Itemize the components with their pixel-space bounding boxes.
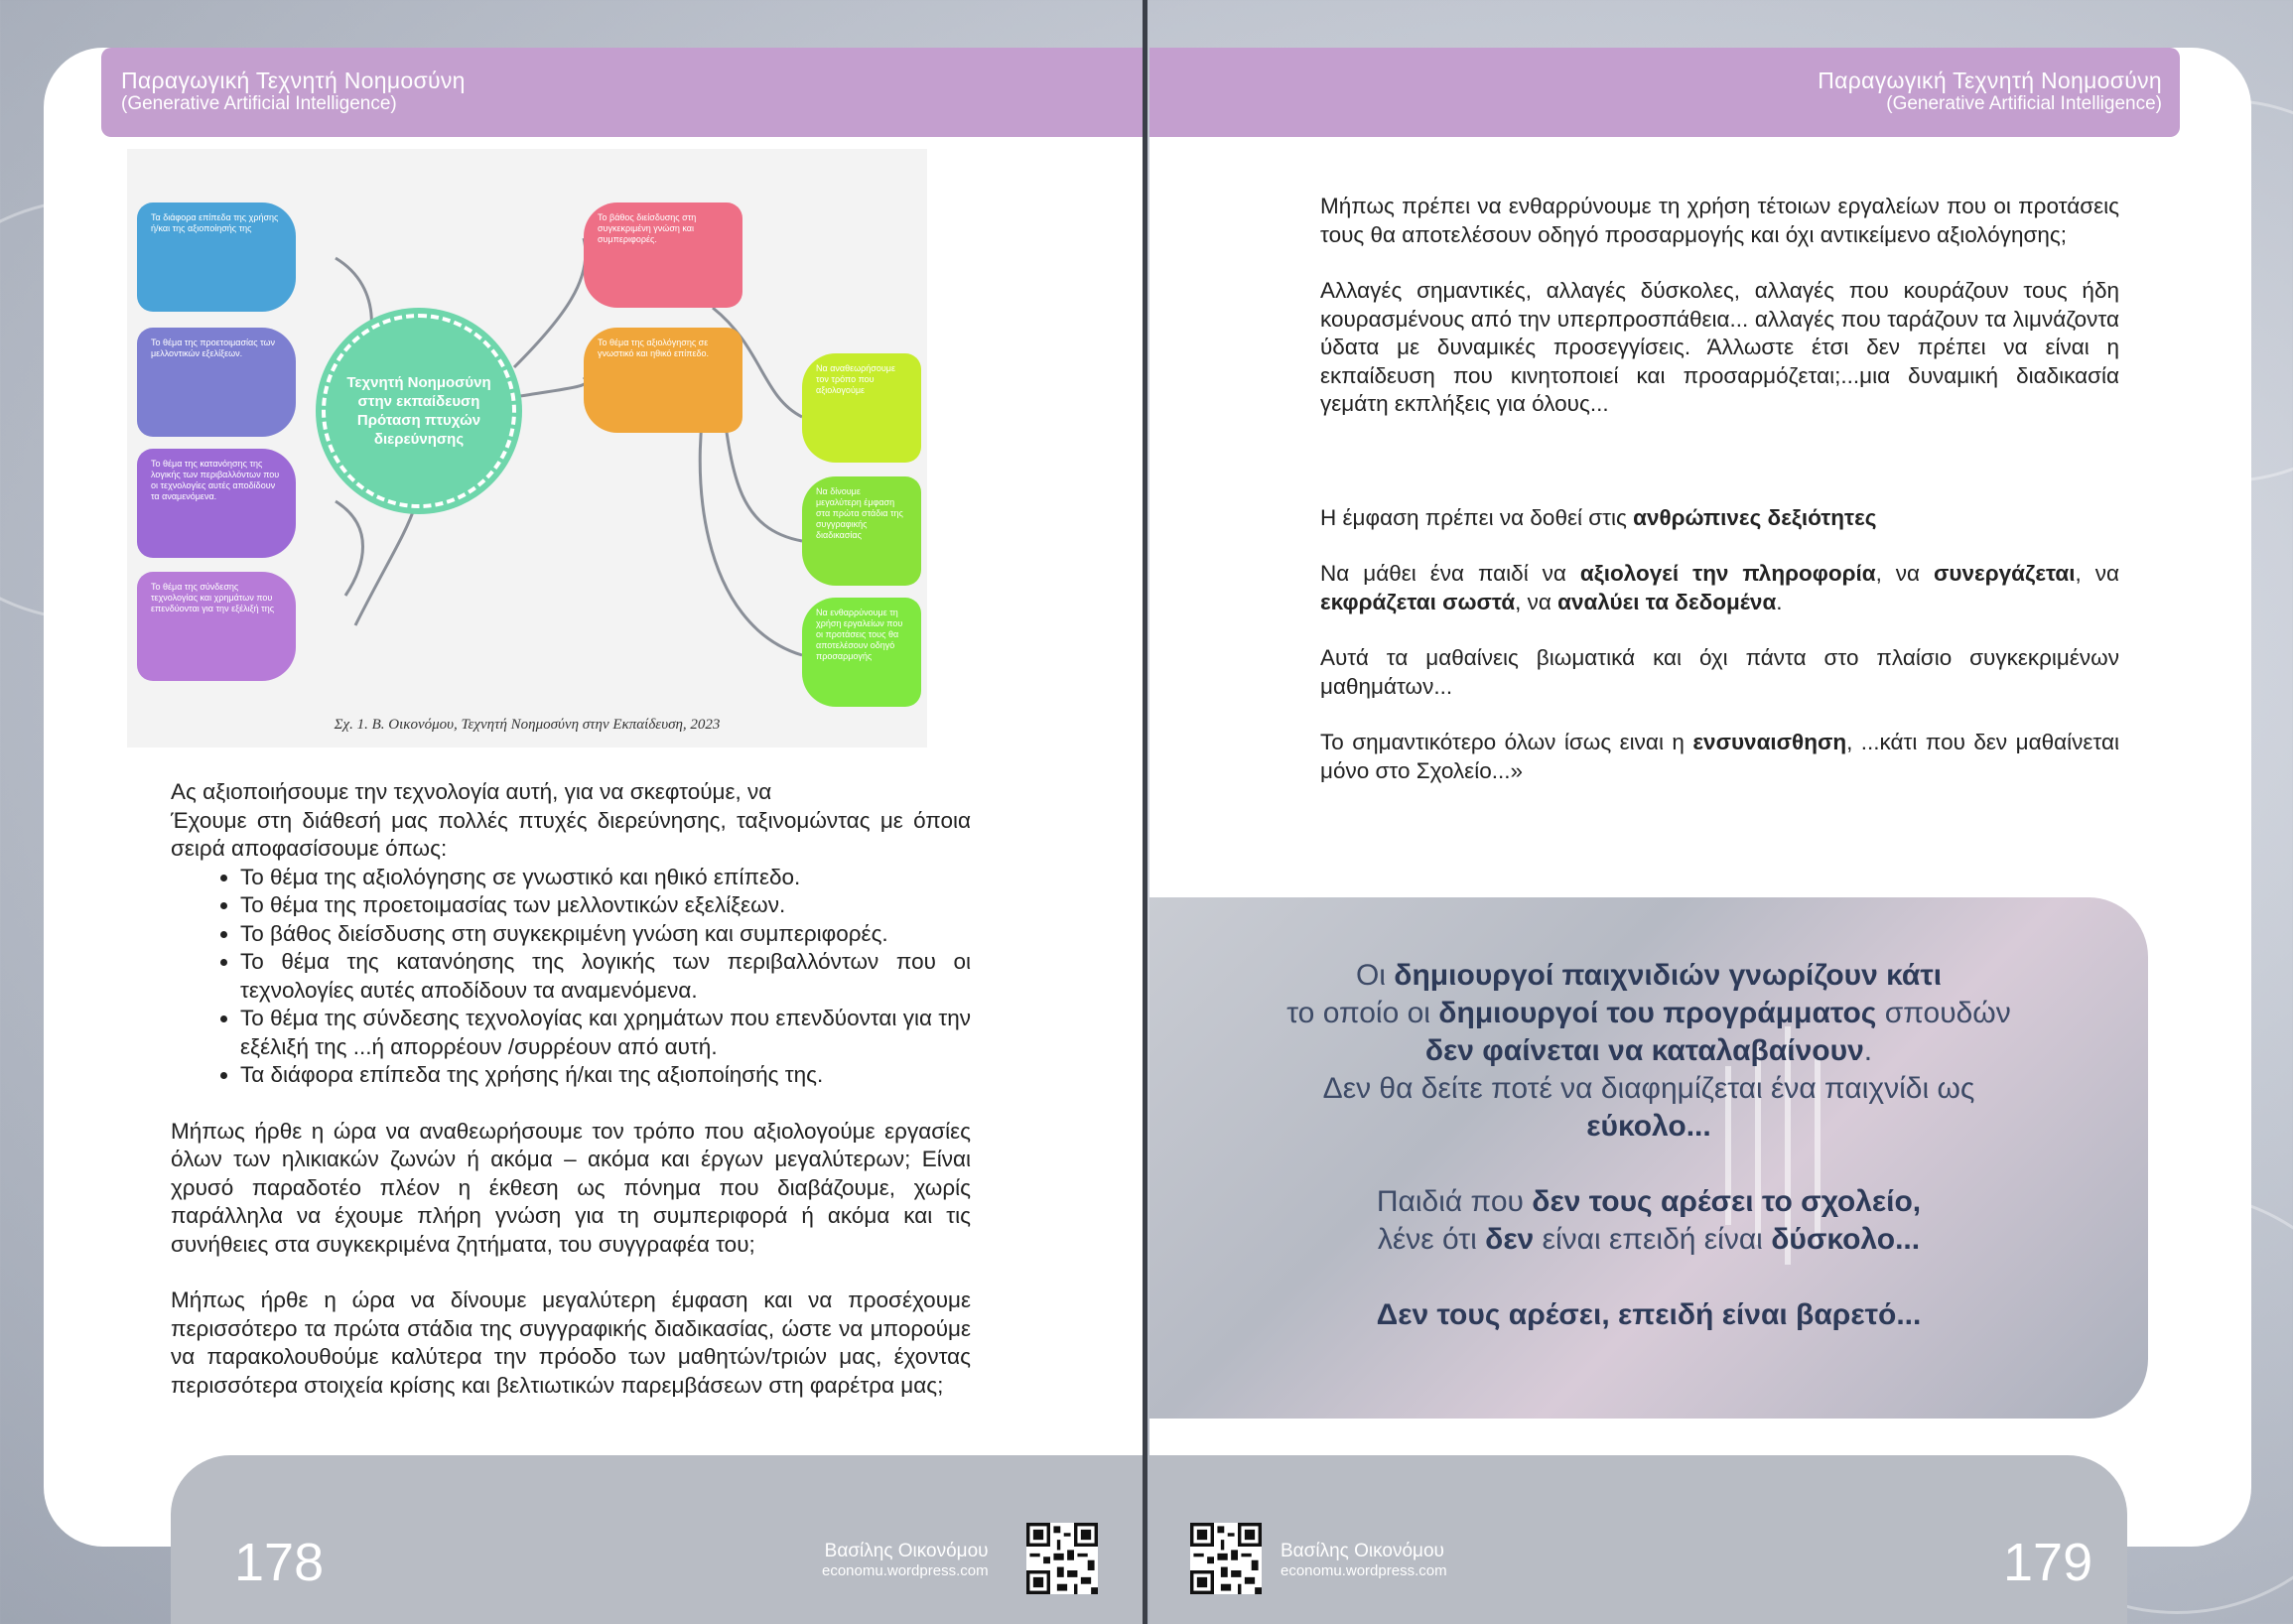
bold-text: Δεν τους αρέσει, επειδή είναι βαρετό... [1376,1298,1922,1331]
text-run: Να μάθει ένα παιδί να [1320,561,1580,586]
list-item: • Το θέμα της κατανόησης της λογικής των περιβαλλόντων που οι τεχνολογίες αυτές αποδίδουν τα αναμενόμενα. [240,948,971,1005]
bold-text: αναλύει τα δεδομένα [1557,589,1777,614]
aspect-list [171,864,971,1090]
mind-map-node: Το θέμα της αξιολόγησης σε γνωστικό και ηθικό επίπεδο. [584,328,742,433]
bold-text: εύκολο... [1586,1110,1711,1143]
text-run: λένε ότι [1377,1223,1486,1256]
bold-text: δεν [1485,1223,1535,1256]
qr-code-icon[interactable] [1026,1523,1098,1594]
mind-map-node: Το θέμα της κατανόησης της λογικής των περιβαλλόντων που οι τεχνολογίες αυτές αποδίδουν τα αναμενόμενα. [137,449,296,558]
paragraph: Αυτά τα μαθαίνεις βιωματικά και όχι πάντα στο πλαίσιο συγκεκριμένων μαθημάτων... [1320,645,2119,699]
intro-line-2: Έχουμε στη διάθεσή μας πολλές πτυχές διερεύνησης, ταξινομώντας με όποια σειρά αποφασίσουμε όπως: [171,807,971,861]
page-number-left: 178 [234,1533,325,1592]
text-run: Η έμφαση πρέπει να δοθεί στις [1320,504,1634,530]
text-run: είναι επειδή είναι [1534,1223,1772,1256]
text-run: . [1863,1034,1873,1067]
paragraph: Μήπως πρέπει να ενθαρρύνουμε τη χρήση τέτοιων εργαλείων που οι προτάσεις τους θα αποτελέσουν οδηγό προσαρμογής και όχι αντικείμενο αξιολόγησης; [1320,194,2119,247]
right-body-text [1320,193,2119,813]
left-body-text [171,778,971,1427]
text-run: Οι [1355,959,1395,992]
page-header [1149,48,2180,137]
mind-map-node: Το θέμα της προετοιμασίας των μελλοντικών εξελίξεων. [137,328,296,437]
paragraph: Μήπως ήρθε η ώρα να αναθεωρήσουμε τον τρόπο που αξιολογούμε εργασίες όλων των ηλικιακών ζωνών ή ακόμα – ακόμα και έργων μεγαλύτερων; Είναι χρυσό παραδοτέο πλέον η έκθεση ως πόνημα που διαβάζουμε, χωρίς παράλληλα να έχουμε πλήρη γνώση για τη συμπεριφορά ή ακόμα και τις συνήθειες στα συγκεκριμένα ζητήματα, του συγγραφέα του; [171,1118,971,1257]
mind-map-node: Να αναθεωρήσουμε τον τρόπο που αξιολογούμε [802,353,921,463]
right-footer [1149,1455,2127,1624]
text-run: Παιδιά που [1376,1185,1533,1218]
bold-text: συνεργάζεται [1934,561,2076,586]
bold-text: δημιουργοί του προγράμματος [1438,997,1877,1029]
list-item: • Το θέμα της αξιολόγησης σε γνωστικό και ηθικό επίπεδο. [240,864,971,892]
list-item: • Το θέμα της προετοιμασίας των μελλοντικών εξελίξεων. [240,891,971,920]
header-title: Παραγωγική Τεχνητή Νοημοσύνη [121,68,466,93]
bold-text: δημιουργοί παιχνιδιών γνωρίζουν κάτι [1394,959,1943,992]
paragraph: Μήπως ήρθε η ώρα να δίνουμε μεγαλύτερη έμφαση και να προσέχουμε περισσότερο τα πρώτα στάδια της συγγραφικής διαδικασίας, ώστε να μπορούμε να παρακολουθούμε καλύτερα την πρόοδο των μαθητών/τριών μας, έχοντας περισσότερα στοιχεία κρίσης και βελτιωτικών παρεμβάσεων στη φαρέτρα μας; [171,1287,971,1398]
bold-text: δεν φαίνεται να καταλαβαίνουν [1424,1034,1864,1067]
text-run: το οποίο οι [1286,997,1439,1029]
text-run: , να [2075,561,2119,586]
header-subtitle: (Generative Artificial Intelligence) [121,93,397,114]
book-gutter [1143,0,1147,1624]
empathy-paragraph [1320,729,2119,785]
mind-map-node: Να ενθαρρύνουμε τη χρήση εργαλείων που οι προτάσεις τους θα αποτελέσουν οδηγό προσαρμογής [802,598,921,707]
text-run: , ...κάτι που δεν μαθαίνεται μόνο στο Σχολείο...» [1320,730,2119,783]
bold-text: ενσυναισθηση [1692,730,1847,754]
bold-text: δύσκολο... [1771,1223,1921,1256]
figure-caption: Σχ. 1. Β. Οικονόμου, Τεχνητή Νοημοσύνη στην Εκπαίδευση, 2023 [334,717,721,733]
bold-text: ανθρώπινες δεξιότητες [1633,504,1877,530]
qr-code-graphic [1026,1523,1098,1594]
mind-map-node: Να δίνουμε μεγαλύτερη έμφαση στα πρώτα στάδια της συγγραφικής διαδικασίας [802,476,921,586]
emphasis-paragraph [1320,504,2119,533]
mind-map-node: Το βάθος διείσδυσης στη συγκεκριμένη γνώση και συμπεριφορές. [584,203,742,308]
qr-code-graphic [1190,1523,1262,1594]
paragraph: Αλλαγές σημαντικές, αλλαγές δύσκολες, αλλαγές που κουράζουν τους ήδη κουρασμένους από την υπερπροσπάθεια... αλλαγές που ταράζουν τα λιμνάζοντα ύδατα με δυναμικές προσεγγίσεις. Άλλωστε έτσι δεν πρέπει να είναι η εκπαίδευση που κινητοποιεί και προσαρμόζεται;...μια δυναμική διαδικασία γεμάτη εκπλήξεις για όλους... [1320,278,2119,416]
header-title: Παραγωγική Τεχνητή Νοημοσύνη [1818,68,2162,93]
author-site: economu.wordpress.com [1281,1562,1447,1579]
author-credit-left [822,1542,989,1581]
mind-map-figure [127,149,927,747]
text-run: , να [1875,561,1935,586]
page-header [101,48,1144,137]
list-item: • Το βάθος διείσδυσης στη συγκεκριμένη γνώση και συμπεριφορές. [240,920,971,949]
bold-text: εκφράζεται σωστά [1320,589,1516,614]
quote-block-3 [1149,1296,2148,1334]
bold-text: αξιολογεί την πληροφορία [1579,561,1876,586]
quote-text [1149,957,2148,1334]
list-item: • Το θέμα της σύνδεσης τεχνολογίας και χρημάτων που επενδύονται για την εξέλιξή της ...ή απορρέουν /συρρέουν από αυτή. [240,1005,971,1061]
page-number-right: 179 [2003,1533,2093,1592]
bold-text: δεν τους αρέσει το σχολείο, [1532,1185,1922,1218]
quote-block-2 [1149,1183,2148,1259]
list-item: • Τα διάφορα επίπεδα της χρήσης ή/και της αξιοποίησής της. [240,1061,971,1090]
author-name: Βασίλης Οικονόμου [1281,1541,1444,1561]
mind-map-center: Τεχνητή Νοημοσύνη στην εκπαίδευση Πρόταση πτυχών διερεύνησης [322,314,516,508]
mind-map-node: Τα διάφορα επίπεδα της χρήσης ή/και της αξιοποίησής της [137,203,296,312]
header-subtitle: (Generative Artificial Intelligence) [1886,93,2162,114]
author-name: Βασίλης Οικονόμου [824,1541,989,1561]
qr-code-icon[interactable] [1190,1523,1262,1594]
author-site: economu.wordpress.com [822,1562,989,1579]
intro-line-1: Ας αξιοποιήσουμε την τεχνολογία αυτή, για να σκεφτούμε, να [171,779,772,804]
skills-paragraph [1320,560,2119,616]
text-run: . [1776,589,1783,614]
text-run: Το σημαντικότερο όλων ίσως ειναι η [1320,730,1693,754]
mind-map-node: Το θέμα της σύνδεσης τεχνολογίας και χρημάτων που επενδύονται για την εξέλιξή της [137,572,296,681]
quote-panel [1149,897,2148,1419]
text-run: σπουδών [1876,997,2011,1029]
text-run: Δεν θα δείτε ποτέ να διαφημίζεται ένα παιχνίδι ως [1322,1072,1975,1105]
quote-block-1 [1149,957,2148,1146]
text-run: , να [1515,589,1558,614]
author-credit-right [1281,1542,1447,1581]
